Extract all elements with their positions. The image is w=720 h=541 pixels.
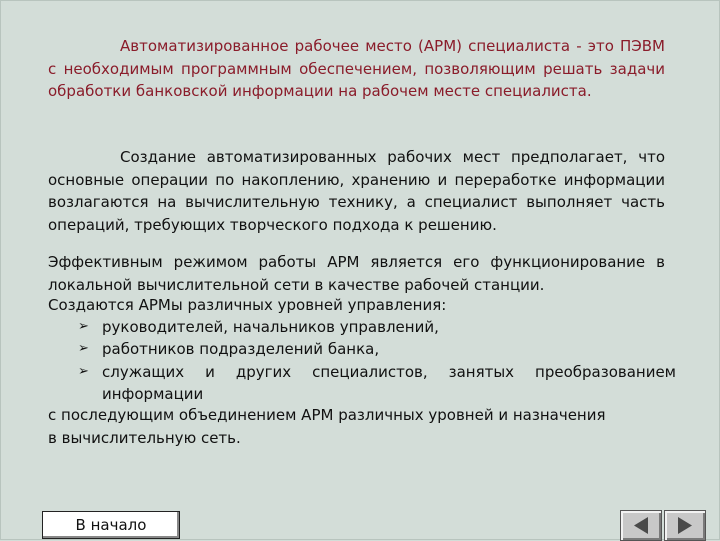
triangle-left-icon <box>621 511 661 540</box>
definition-paragraph: Автоматизированное рабочее место (АРМ) специалиста - это ПЭВМ с необходимым программным обеспечением, позволяющим решать задачи обработки банковской информации на рабочем месте специалиста. <box>48 37 665 101</box>
list-item-text: служащих и других специалистов, занятых преобразованием информации <box>102 362 676 404</box>
triangle-right-icon <box>665 511 705 540</box>
list-item-text: работников подразделений банка, <box>102 340 380 359</box>
next-slide-button[interactable] <box>664 510 706 541</box>
list-item <box>76 338 676 360</box>
network-merge-paragraph: с последующим объединением АРМ различных уровней и назначения в вычислительную сеть. <box>48 406 606 447</box>
list-item <box>76 361 676 406</box>
arrow-bullet-icon: ➢ <box>78 319 89 334</box>
home-button[interactable]: В начало <box>42 511 180 539</box>
levels-intro-paragraph: Создаются АРМы различных уровней управления: <box>48 296 447 314</box>
network-mode-paragraph: Эффективным режимом работы АРМ является его функционирование в локальной вычислительной сети в качестве рабочей станции. <box>48 253 665 294</box>
arrow-bullet-icon: ➢ <box>78 341 89 357</box>
creation-paragraph: Создание автоматизированных рабочих мест предполагает, что основные операции по накоплению, хранению и переработке информации возлагаются на вычислительную технику, а специалист выполняет часть операций, требующих творческого подхода к решению. <box>48 148 665 234</box>
arrow-bullet-icon: ➢ <box>78 363 89 379</box>
list-item-text: руководителей, начальников управлений, <box>102 318 439 336</box>
list-item <box>76 316 676 338</box>
levels-list <box>76 316 676 406</box>
prev-slide-button[interactable] <box>620 510 662 541</box>
